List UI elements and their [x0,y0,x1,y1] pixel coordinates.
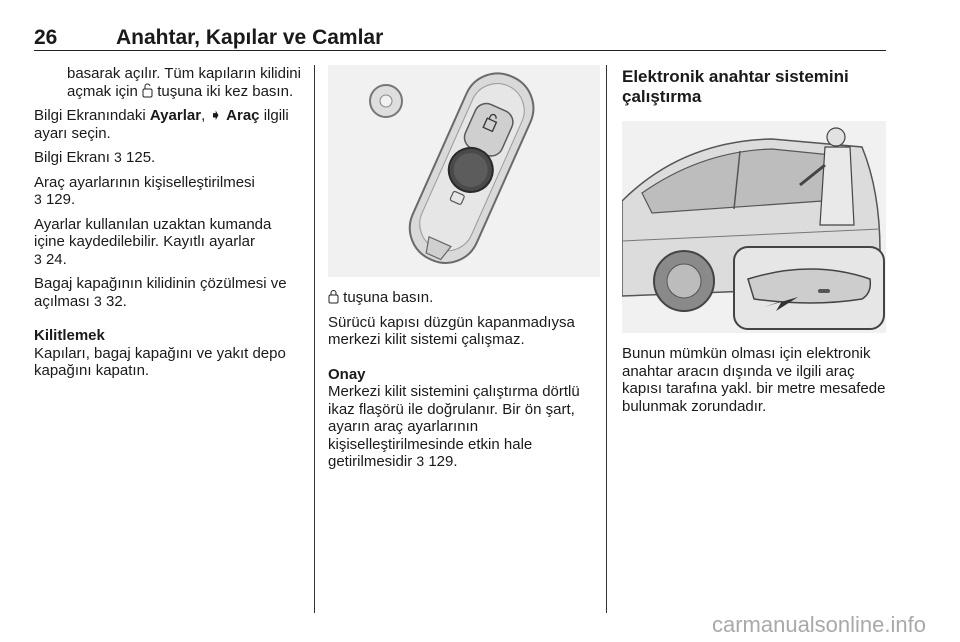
paragraph-confirm-text: Merkezi kilit sistemini çalıştırma dörtlü ikaz flaşörü ile doğrulanır. Bir ön şart, ayarın araç ayarlarının kişiselleştirilmesinde etkin hale getirilmesidir 3 129. [328,383,580,470]
key-fob-illustration [328,65,600,277]
page-reference-icon: 3 [94,292,102,309]
column-3 [622,65,888,422]
page-reference-link[interactable]: 24. [45,250,67,268]
paragraph-personalization: Araç ayarlarının kişiselleştirilmesi 3 129. [34,173,255,208]
paragraph-info-display: Bilgi Ekranı 3 125. [34,149,156,166]
section-heading-electronic-key: Elektronik anahtar sistemini çalıştırma [622,67,849,106]
page-reference-icon: 3 [34,250,42,267]
column-divider-2 [606,65,607,613]
page-reference-link[interactable]: 129. [428,453,458,470]
page-reference-link[interactable]: 125. [126,149,156,166]
page-heading: Anahtar, Kapılar ve Camlar [116,26,384,49]
page-reference-link[interactable]: 129. [45,191,76,208]
section-heading-confirm: Onay [328,365,366,383]
page-number: 26 [34,26,58,49]
paragraph-tailgate: Bagaj kapağının kilidinin çözülmesi ve açılması 3 32. [34,275,287,310]
page-reference-icon: 3 [34,191,42,207]
page-reference-link[interactable]: 32. [106,292,127,310]
paragraph-driver-door: Sürücü kapısı düzgün kapanmadıysa merkezi kilit sistemi çalışmaz. [328,313,575,348]
column-2 [328,65,600,478]
page-reference-icon: 3 [416,453,425,469]
vehicle-term: Araç [226,107,260,124]
paragraph-unlock: basarak açılır. Tüm kapıların kilidini açmak için tuşuna iki kez basın. [67,65,301,100]
paragraph-remote-settings: Ayarlar kullanılan uzaktan kumanda içine kaydedilebilir. Kayıtlı ayarlar 3 24. [34,215,272,268]
column-1 [34,65,304,387]
lock-key-icon [328,289,339,304]
paragraph-electronic-key: Bunun mümkün olması için elektronik anahtar aracın dışında ve ilgili araç kapısı tarafına yakl. bir metre mesafede bulunmak zorundadır. [622,345,886,415]
menu-arrow-icon: ➧ [209,107,222,124]
page-reference-icon: 3 [114,149,122,165]
header-rule [34,50,886,51]
paragraph-close-doors: Kapıları, bagaj kapağını ve yakıt depo kapağını kapatın. [34,344,286,379]
car-door-illustration [622,121,886,333]
column-divider-1 [314,65,315,613]
watermark: carmanualsonline.info [711,612,926,637]
paragraph-press-lock: tuşuna basın. [328,289,600,307]
section-heading-locking: Kilitlemek [34,327,105,344]
settings-term: Ayarlar [149,107,202,124]
unlock-key-icon [142,83,153,98]
paragraph-settings: Bilgi Ekranındaki Ayarlar, ➧ Araç ilgili ayarı seçin. [34,107,289,142]
page-header [34,26,886,56]
